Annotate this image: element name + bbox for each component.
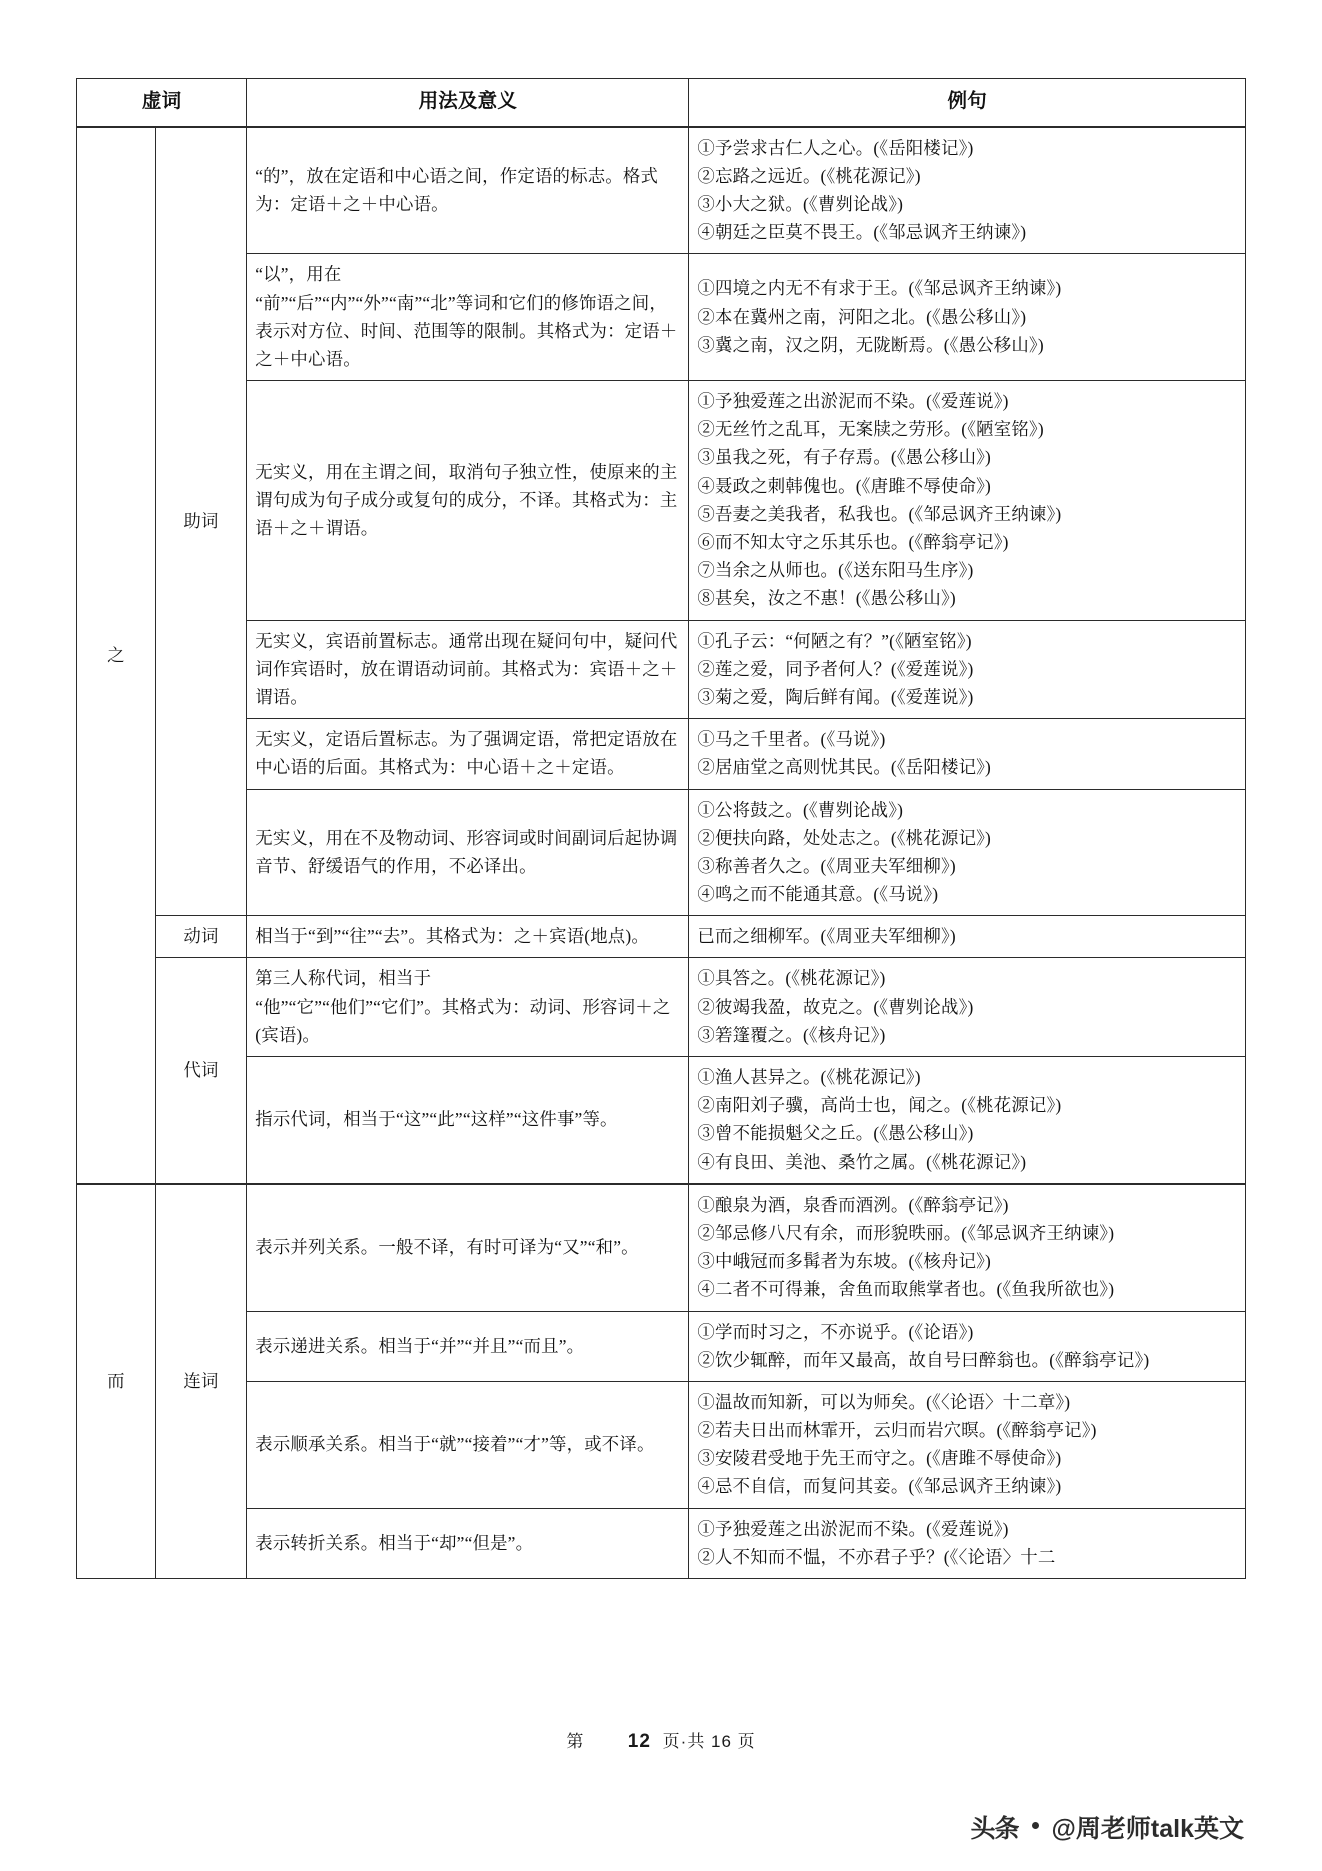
table-header-row	[77, 79, 1246, 127]
cell-usage: “的”，放在定语和中心语之间，作定语的标志。格式为：定语＋之＋中心语。	[247, 127, 689, 254]
table-row	[77, 1057, 1246, 1184]
cell-examples	[689, 789, 1246, 916]
cell-usage: 无实义，用在不及物动词、形容词或时间副词后起协调音节、舒缓语气的作用，不必译出。	[247, 789, 689, 916]
cell-examples	[689, 127, 1246, 254]
cell-examples	[689, 254, 1246, 381]
example-sentence: ⑤吾妻之美我者，私我也。(《邹忌讽齐王纳谏》)	[697, 503, 1062, 524]
toutiao-logo-icon: 头条	[970, 1815, 1019, 1843]
page-footer	[0, 1727, 1322, 1753]
example-sentence: ①予尝求古仁人之心。(《岳阳楼记》)	[697, 137, 974, 158]
example-sentence: ②本在冀州之南，河阳之北。(《愚公移山》)	[697, 306, 1027, 327]
cell-usage: “以”，用在 “前”“后”“内”“外”“南”“北”等词和它们的修饰语之间，表示对方位、时间、范围等的限制。其格式为：定语＋之＋中心语。	[247, 254, 689, 381]
table-row	[77, 1311, 1246, 1381]
footer-prefix: 第	[566, 1732, 585, 1751]
example-sentence: ①四境之内无不有求于王。(《邹忌讽齐王纳谏》)	[697, 278, 1062, 299]
example-sentence: ④忌不自信，而复问其妾。(《邹忌讽齐王纳谏》)	[697, 1476, 1062, 1497]
example-sentence: ③安陵君受地于先王而守之。(《唐雎不辱使命》)	[697, 1448, 1062, 1469]
example-sentence: ④聂政之刺韩傀也。(《唐雎不辱使命》)	[697, 475, 992, 496]
table-row	[77, 1508, 1246, 1578]
column-header-particle: 虚词	[77, 79, 247, 127]
table-row	[77, 719, 1246, 789]
footer-suffix: 页·共 16 页	[662, 1732, 756, 1751]
example-sentence: ④有良田、美池、桑竹之属。(《桃花源记》)	[697, 1151, 1027, 1172]
example-sentence: ②莲之爱，同予者何人？(《爱莲说》)	[697, 658, 974, 679]
cell-particle: 之	[77, 127, 156, 1184]
example-sentence: ②人不知而不愠，不亦君子乎？(《〈论语〉十二	[697, 1546, 1056, 1567]
cell-examples	[689, 620, 1246, 719]
table-row	[77, 958, 1246, 1057]
example-sentence: ①马之千里者。(《马说》)	[697, 729, 886, 750]
table-row	[77, 1184, 1246, 1311]
example-sentence: ③箬篷覆之。(《核舟记》)	[697, 1024, 886, 1045]
separator-dot-icon	[1032, 1822, 1039, 1829]
cell-examples	[689, 381, 1246, 621]
example-sentence: ⑦当余之从师也。(《送东阳马生序》)	[697, 560, 974, 581]
cell-usage: 表示递进关系。相当于“并”“并且”“而且”。	[247, 1311, 689, 1381]
example-sentence: ①酿泉为酒，泉香而酒洌。(《醉翁亭记》)	[697, 1194, 1009, 1215]
cell-usage: 第三人称代词，相当于 “他”“它”“他们”“它们”。其格式为：动词、形容词＋之(宾语)。	[247, 958, 689, 1057]
example-sentence: ③称善者久之。(《周亚夫军细柳》)	[697, 855, 956, 876]
table-row	[77, 254, 1246, 381]
example-sentence: ③菊之爱，陶后鲜有闻。(《爱莲说》)	[697, 686, 974, 707]
cell-examples	[689, 719, 1246, 789]
cell-part-of-speech: 助词	[155, 127, 246, 916]
example-sentence: ②彼竭我盈，故克之。(《曹刿论战》)	[697, 996, 974, 1017]
example-sentence: ①公将鼓之。(《曹刿论战》)	[697, 799, 904, 820]
example-sentence: ②若夫日出而林霏开，云归而岩穴暝。(《醉翁亭记》)	[697, 1420, 1097, 1441]
table-row	[77, 381, 1246, 621]
example-sentence: ②饮少辄醉，而年又最高，故自号曰醉翁也。(《醉翁亭记》)	[697, 1349, 1150, 1370]
example-sentence: ①渔人甚异之。(《桃花源记》)	[697, 1067, 921, 1088]
example-sentence: ④二者不可得兼，舍鱼而取熊掌者也。(《鱼我所欲也》)	[697, 1279, 1115, 1300]
example-sentence: ⑥而不知太守之乐其乐也。(《醉翁亭记》)	[697, 532, 1009, 553]
example-sentence: ②南阳刘子骥，高尚士也，闻之。(《桃花源记》)	[697, 1095, 1062, 1116]
watermark	[971, 1809, 1244, 1845]
example-sentence: ③中峨冠而多髯者为东坡。(《核舟记》)	[697, 1251, 992, 1272]
example-sentence: ③虽我之死，有子存焉。(《愚公移山》)	[697, 447, 992, 468]
cell-examples	[689, 1381, 1246, 1508]
example-sentence: ①予独爱莲之出淤泥而不染。(《爱莲说》)	[697, 1518, 1009, 1539]
example-sentence: ②便扶向路，处处志之。(《桃花源记》)	[697, 827, 992, 848]
example-sentence: ①具答之。(《桃花源记》)	[697, 968, 886, 989]
cell-part-of-speech: 代词	[155, 958, 246, 1184]
cell-usage: 表示顺承关系。相当于“就”“接着”“才”等，或不译。	[247, 1381, 689, 1508]
example-sentence: ②居庙堂之高则忧其民。(《岳阳楼记》)	[697, 757, 992, 778]
example-sentence: ③小大之狱。(《曹刿论战》)	[697, 193, 904, 214]
footer-page-number: 12	[627, 1731, 651, 1752]
example-sentence: ②邹忌修八尺有余，而形貌昳丽。(《邹忌讽齐王纳谏》)	[697, 1222, 1115, 1243]
cell-examples	[689, 1184, 1246, 1311]
table-row	[77, 127, 1246, 254]
example-sentence: 已而之细柳军。(《周亚夫军细柳》)	[697, 926, 956, 947]
table-row	[77, 916, 1246, 958]
cell-examples	[689, 1311, 1246, 1381]
cell-particle: 而	[77, 1184, 156, 1579]
cell-examples	[689, 1508, 1246, 1578]
example-sentence: ①予独爱莲之出淤泥而不染。(《爱莲说》)	[697, 391, 1009, 412]
table-row	[77, 620, 1246, 719]
column-header-usage: 用法及意义	[247, 79, 689, 127]
cell-usage: 指示代词，相当于“这”“此”“这样”“这件事”等。	[247, 1057, 689, 1184]
cell-usage: 无实义，用在主谓之间，取消句子独立性，使原来的主谓句成为句子成分或复句的成分，不译。其格式为：主语＋之＋谓语。	[247, 381, 689, 621]
example-sentence: ⑧甚矣，汝之不惠！(《愚公移山》)	[697, 588, 956, 609]
example-sentence: ①温故而知新，可以为师矣。(《〈论语〉十二章》)	[697, 1391, 1071, 1412]
example-sentence: ③冀之南，汉之阴，无陇断焉。(《愚公移山》)	[697, 334, 1044, 355]
cell-examples	[689, 958, 1246, 1057]
cell-examples	[689, 916, 1246, 958]
cell-usage: 相当于“到”“往”“去”。其格式为：之＋宾语(地点)。	[247, 916, 689, 958]
column-header-examples: 例句	[689, 79, 1246, 127]
table-row	[77, 1381, 1246, 1508]
example-sentence: ②忘路之远近。(《桃花源记》)	[697, 165, 921, 186]
cell-usage: 无实义，宾语前置标志。通常出现在疑问句中，疑问代词作宾语时，放在谓语动词前。其格式为：宾语＋之＋谓语。	[247, 620, 689, 719]
table-row	[77, 789, 1246, 916]
example-sentence: ①孔子云：“何陋之有？”(《陋室铭》)	[697, 630, 972, 651]
example-sentence: ④鸣之而不能通其意。(《马说》)	[697, 884, 939, 905]
example-sentence: ③曾不能损魁父之丘。(《愚公移山》)	[697, 1123, 974, 1144]
watermark-handle: @周老师talk英文	[1051, 1815, 1244, 1843]
cell-part-of-speech: 连词	[155, 1184, 246, 1579]
cell-usage: 无实义，定语后置标志。为了强调定语，常把定语放在中心语的后面。其格式为：中心语＋之＋定语。	[247, 719, 689, 789]
cell-part-of-speech: 动词	[155, 916, 246, 958]
example-sentence: ④朝廷之臣莫不畏王。(《邹忌讽齐王纳谏》)	[697, 222, 1027, 243]
cell-usage: 表示并列关系。一般不译，有时可译为“又”“和”。	[247, 1184, 689, 1311]
cell-examples	[689, 1057, 1246, 1184]
example-sentence: ②无丝竹之乱耳，无案牍之劳形。(《陋室铭》)	[697, 419, 1044, 440]
cell-usage: 表示转折关系。相当于“却”“但是”。	[247, 1508, 689, 1578]
example-sentence: ①学而时习之，不亦说乎。(《论语》)	[697, 1321, 974, 1342]
grammar-table	[76, 78, 1246, 1579]
